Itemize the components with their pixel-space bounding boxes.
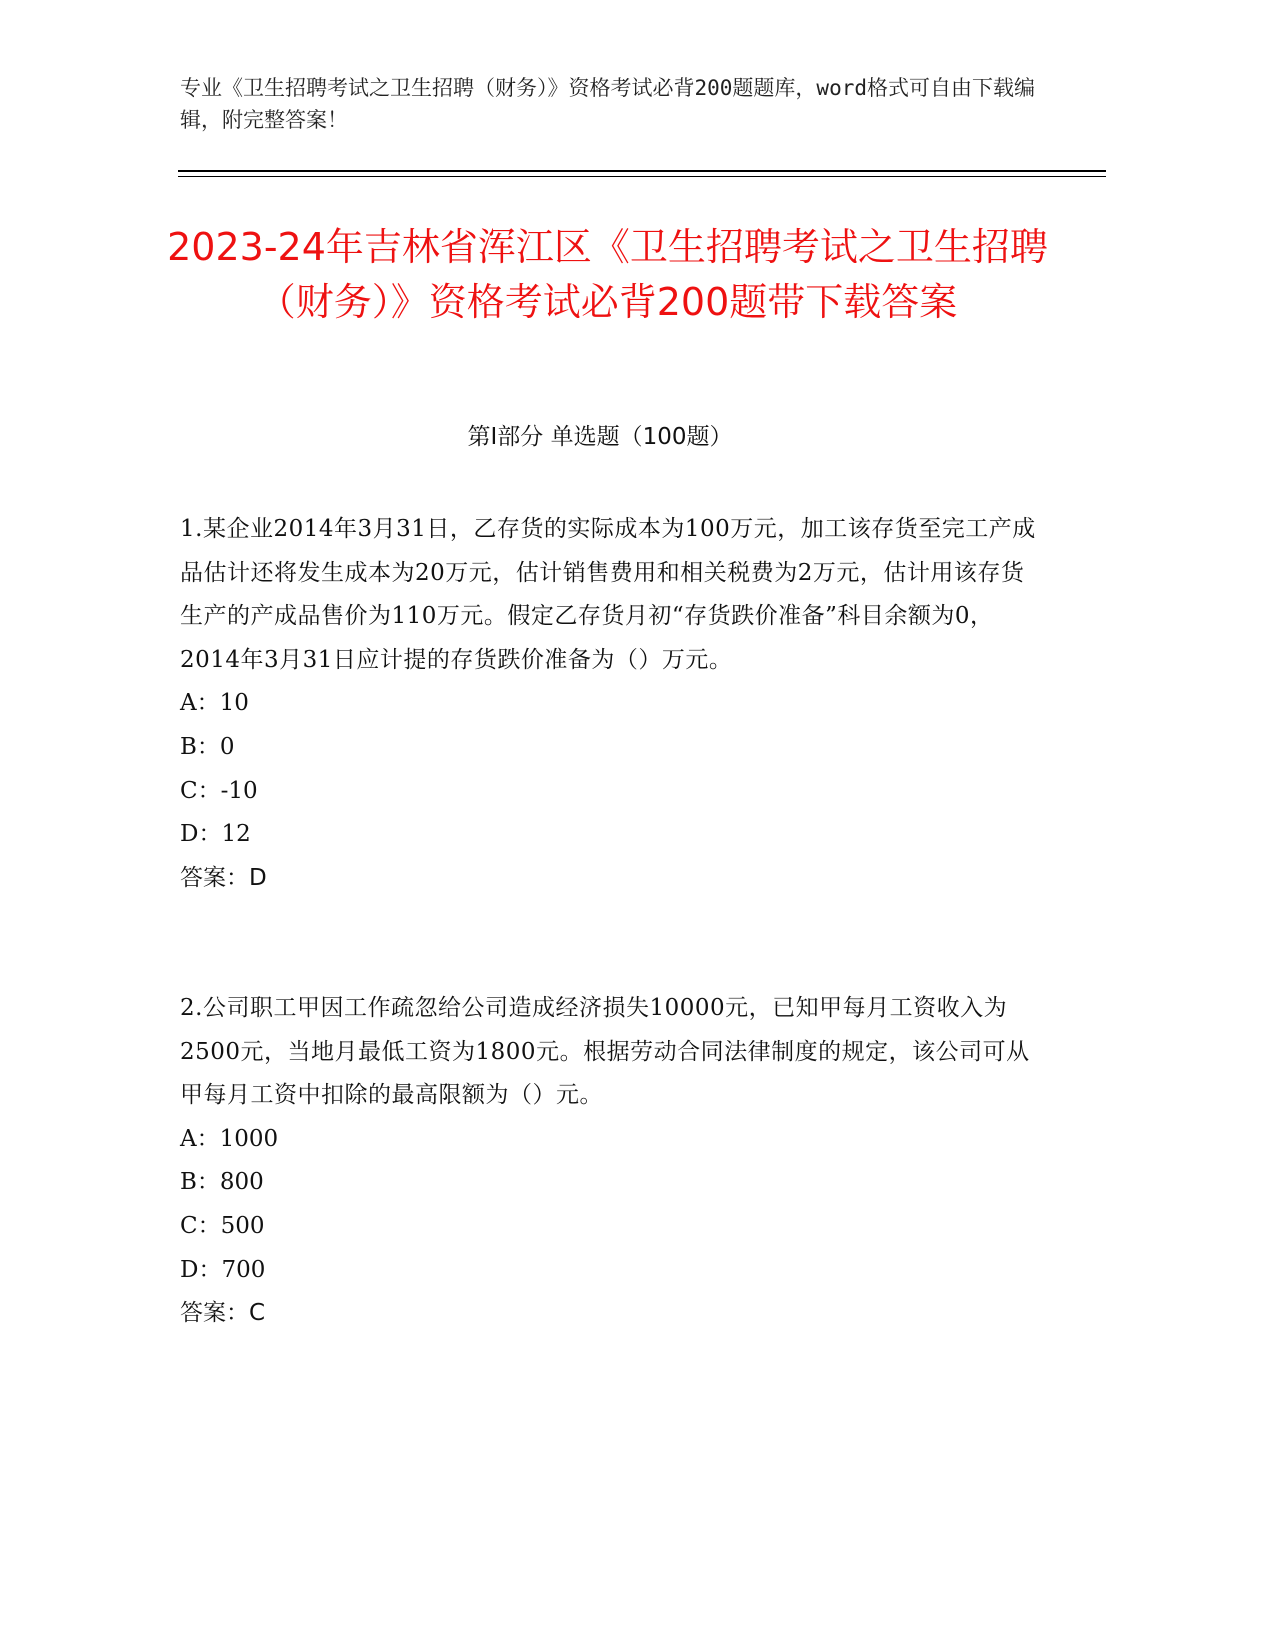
question-1 [180, 508, 1040, 900]
option-b: B：800 [180, 1169, 264, 1196]
answer: 答案：C [180, 1300, 266, 1327]
question-stem: 2.公司职工甲因工作疏忽给公司造成经济损失10000元，已知甲每月工资收入为2500元，当地月最低工资为1800元。根据劳动合同法律制度的规定，该公司可从甲每月工资中扣除的最高限额为（）元。 [180, 995, 1030, 1109]
document-header-note: 专业《卫生招聘考试之卫生招聘（财务）》资格考试必背200题题库，word格式可自由下载编辑，附完整答案！ [180, 76, 1035, 132]
option-d: D：12 [180, 821, 251, 848]
answer: 答案：D [180, 864, 267, 891]
document-title: 2023-24年吉林省浑江区《卫生招聘考试之卫生招聘（财务）》资格考试必背200题带下载答案 [167, 225, 1048, 324]
option-d: D：700 [180, 1256, 266, 1283]
header-divider-thin [178, 176, 1106, 177]
option-a: A：1000 [180, 1125, 279, 1152]
section-title: 第Ⅰ部分 单选题（100题） [467, 424, 733, 450]
option-c: C：-10 [180, 777, 258, 804]
question-2 [180, 987, 1040, 1336]
option-c: C：500 [180, 1212, 265, 1239]
option-a: A：10 [180, 690, 249, 717]
option-b: B：0 [180, 733, 235, 760]
header-divider-thick [178, 170, 1106, 172]
question-stem: 1.某企业2014年3月31日，乙存货的实际成本为100万元，加工该存货至完工产成品估计还将发生成本为20万元，估计销售费用和相关税费为2万元，估计用该存货生产的产成品售价为110万元。假定乙存货月初“存货跌价准备”科目余额为0，2014年3月31日应计提的存货跌价准备为（）万元。 [180, 516, 1036, 673]
